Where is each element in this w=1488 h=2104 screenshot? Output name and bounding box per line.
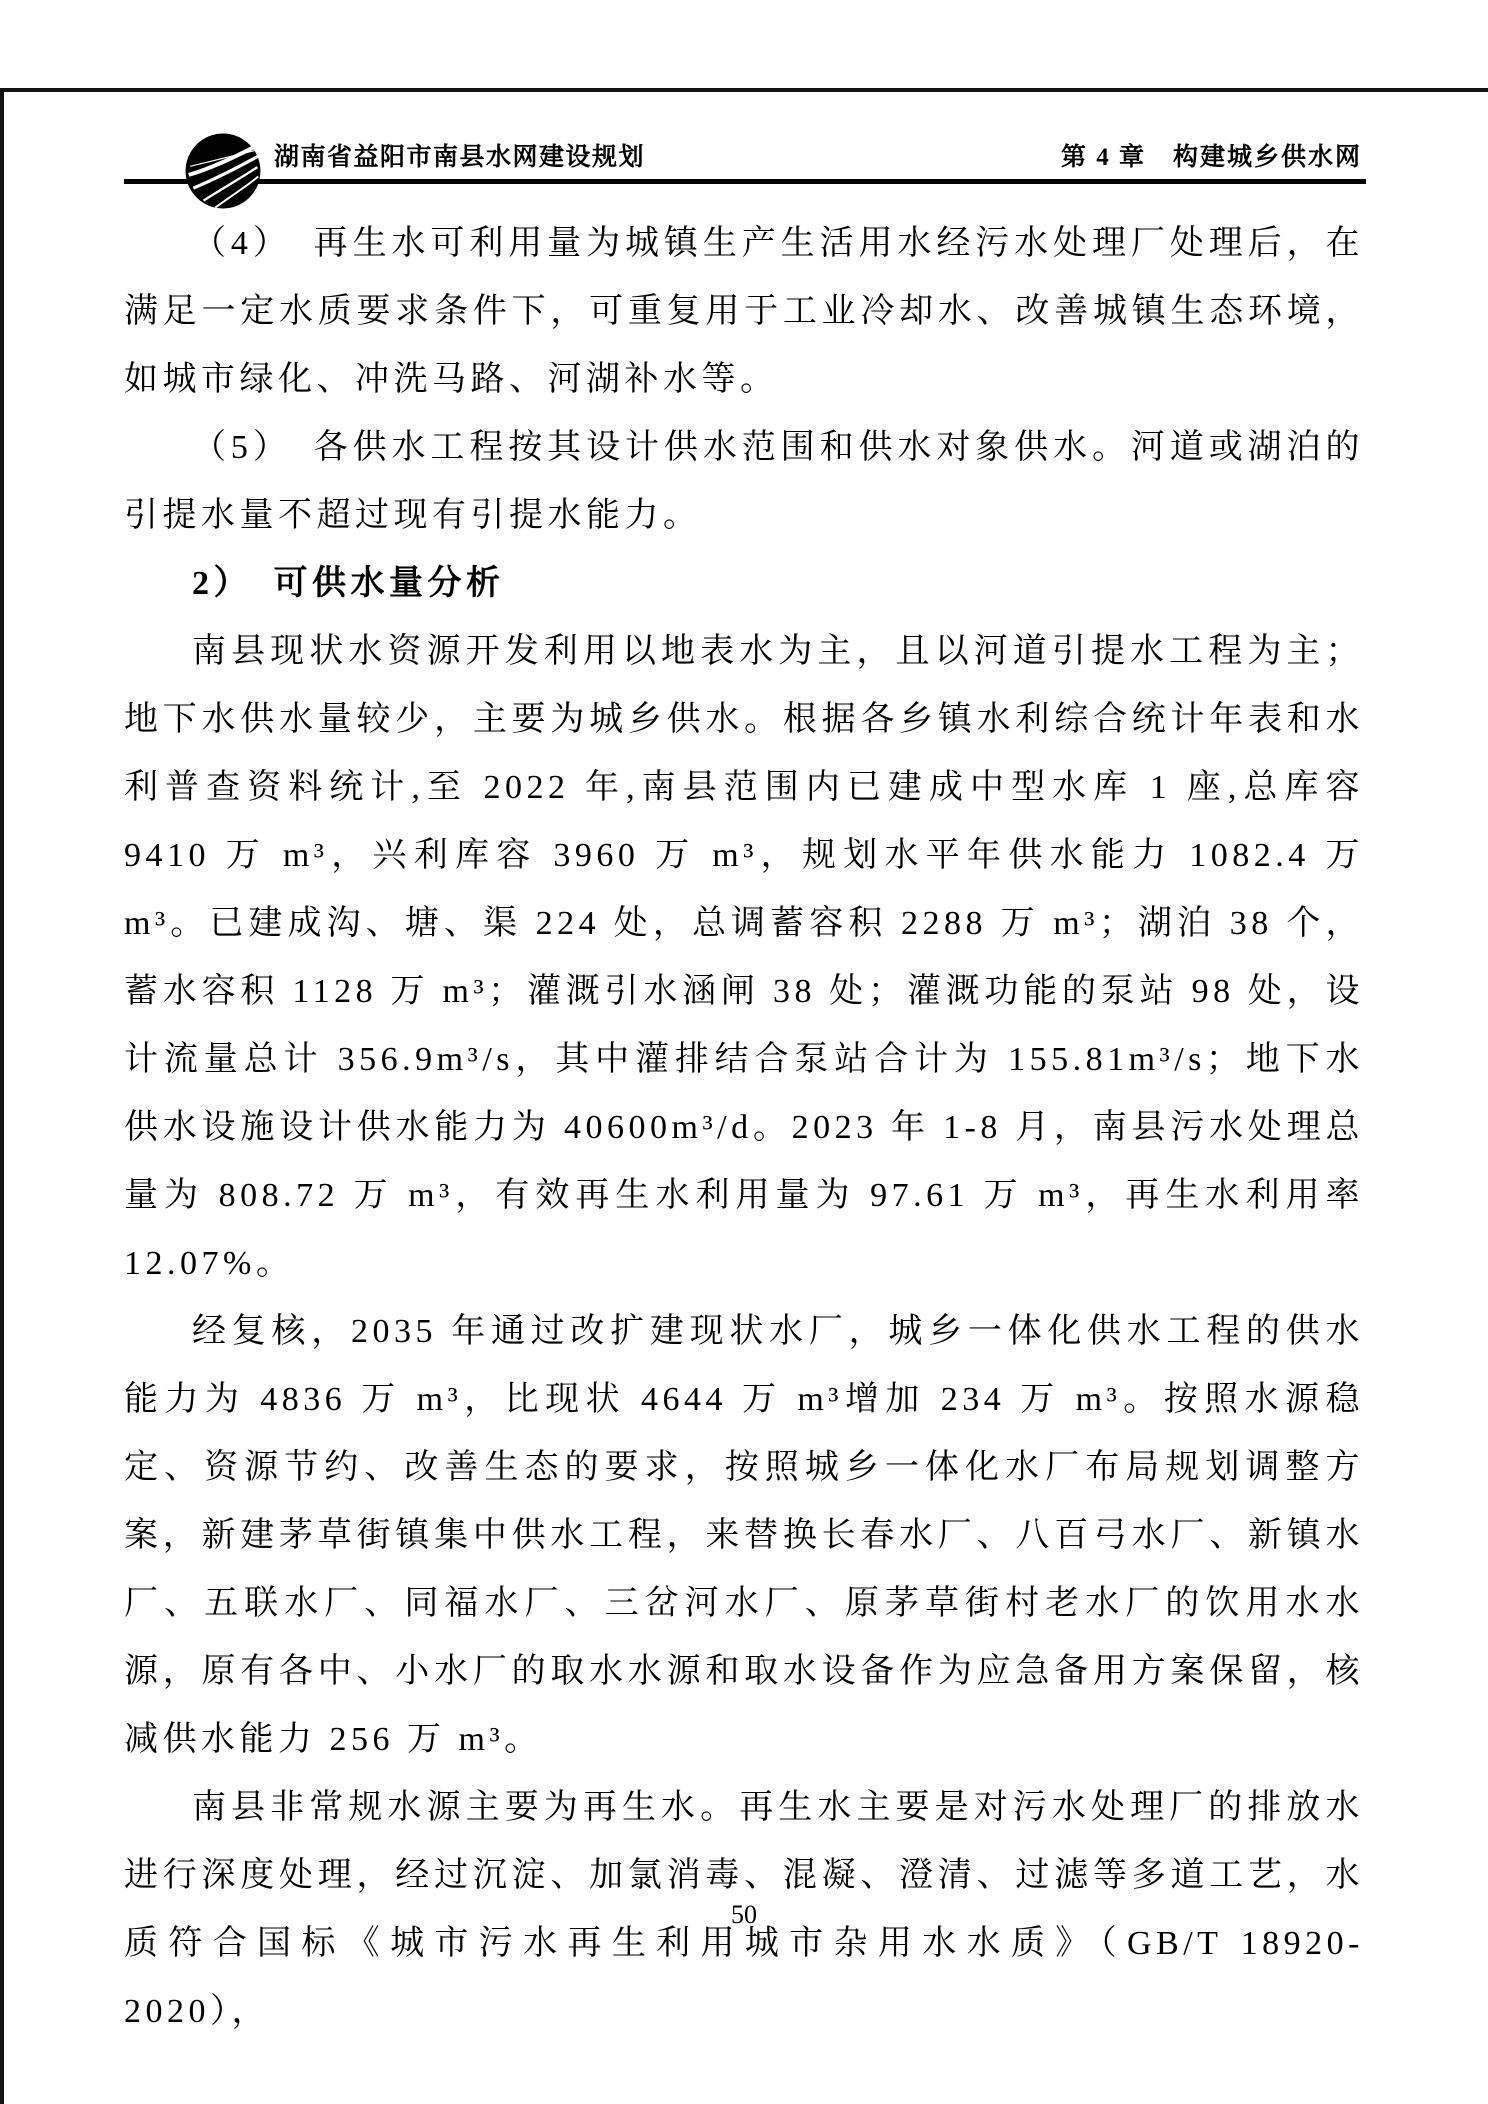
header-rule [124, 179, 1366, 184]
document-body [124, 210, 1364, 2046]
paragraph-2035-review: 经复核，2035 年通过改扩建现状水厂，城乡一体化供水工程的供水能力为 4836 万 m³，比现状 4644 万 m³增加 234 万 m³。按照水源稳定、资源节约、改善生态的要求，按照城乡一体化水厂布局规划调整方案，新建茅草街镇集中供水工程，来替换长春水厂、八百弓水厂、新镇水厂、五联水厂、同福水厂、三岔河水厂、原茅草街村老水厂的饮用水水源，原有各中、小水厂的取水水源和取水设备作为应急备用方案保留，核减供水能力 256 万 m³。 [124, 1313, 1364, 1758]
header-doc-title: 湖南省益阳市南县水网建设规划 [274, 144, 646, 171]
page-footer [0, 1900, 1488, 1930]
road-emblem-icon [184, 132, 262, 210]
scan-edge-top [0, 88, 1488, 92]
section-heading-water-supply-analysis: 2） 可供水量分析 [192, 565, 505, 602]
paragraph-item-4: （4） 再生水可利用量为城镇生产生活用水经污水处理厂处理后，在满足一定水质要求条件下，可重复用于工业冷却水、改善城镇生态环境，如城市绿化、冲洗马路、河湖补水等。 [124, 225, 1364, 398]
paragraph-reclaimed-water: 南县非常规水源主要为再生水。再生水主要是对污水处理厂的排放水进行深度处理，经过沉淀、加氯消毒、混凝、澄清、过滤等多道工艺，水质符合国标《城市污水再生利用城市杂用水水质》（GB/T 18920-2020）， [124, 1789, 1364, 2030]
page-header [124, 130, 1366, 184]
paragraph-current-water-resources: 南县现状水资源开发利用以地表水为主，且以河道引提水工程为主；地下水供水量较少，主要为城乡供水。根据各乡镇水利综合统计年表和水利普查资料统计,至 2022 年,南县范围内已建成中型水库 1 座,总库容 9410 万 m³，兴利库容 3960 万 m³，规划水平年供水能力 1082.4 万 m³。已建成沟、塘、渠 224 处，总调蓄容积 2288 万 m³；湖泊 38 个，蓄水容积 1128 万 m³；灌溉引水涵闸 38 处；灌溉功能的泵站 98 处，设计流量总计 356.9m³/s，其中灌排结合泵站合计为 155.81m³/s；地下水供水设施设计供水能力为 40600m³/d。2023 年 1-8 月，南县污水处理总量为 808.72 万 m³，有效再生水利用量为 97.61 万 m³，再生水利用率 12.07%。 [124, 633, 1364, 1282]
page-number: 50 [731, 1900, 757, 1929]
header-chapter-title: 第 4 章 构建城乡供水网 [1060, 144, 1362, 171]
paragraph-item-5: （5） 各供水工程按其设计供水范围和供水对象供水。河道或湖泊的引提水量不超过现有引提水能力。 [124, 429, 1364, 534]
scan-edge-left [0, 88, 4, 2104]
